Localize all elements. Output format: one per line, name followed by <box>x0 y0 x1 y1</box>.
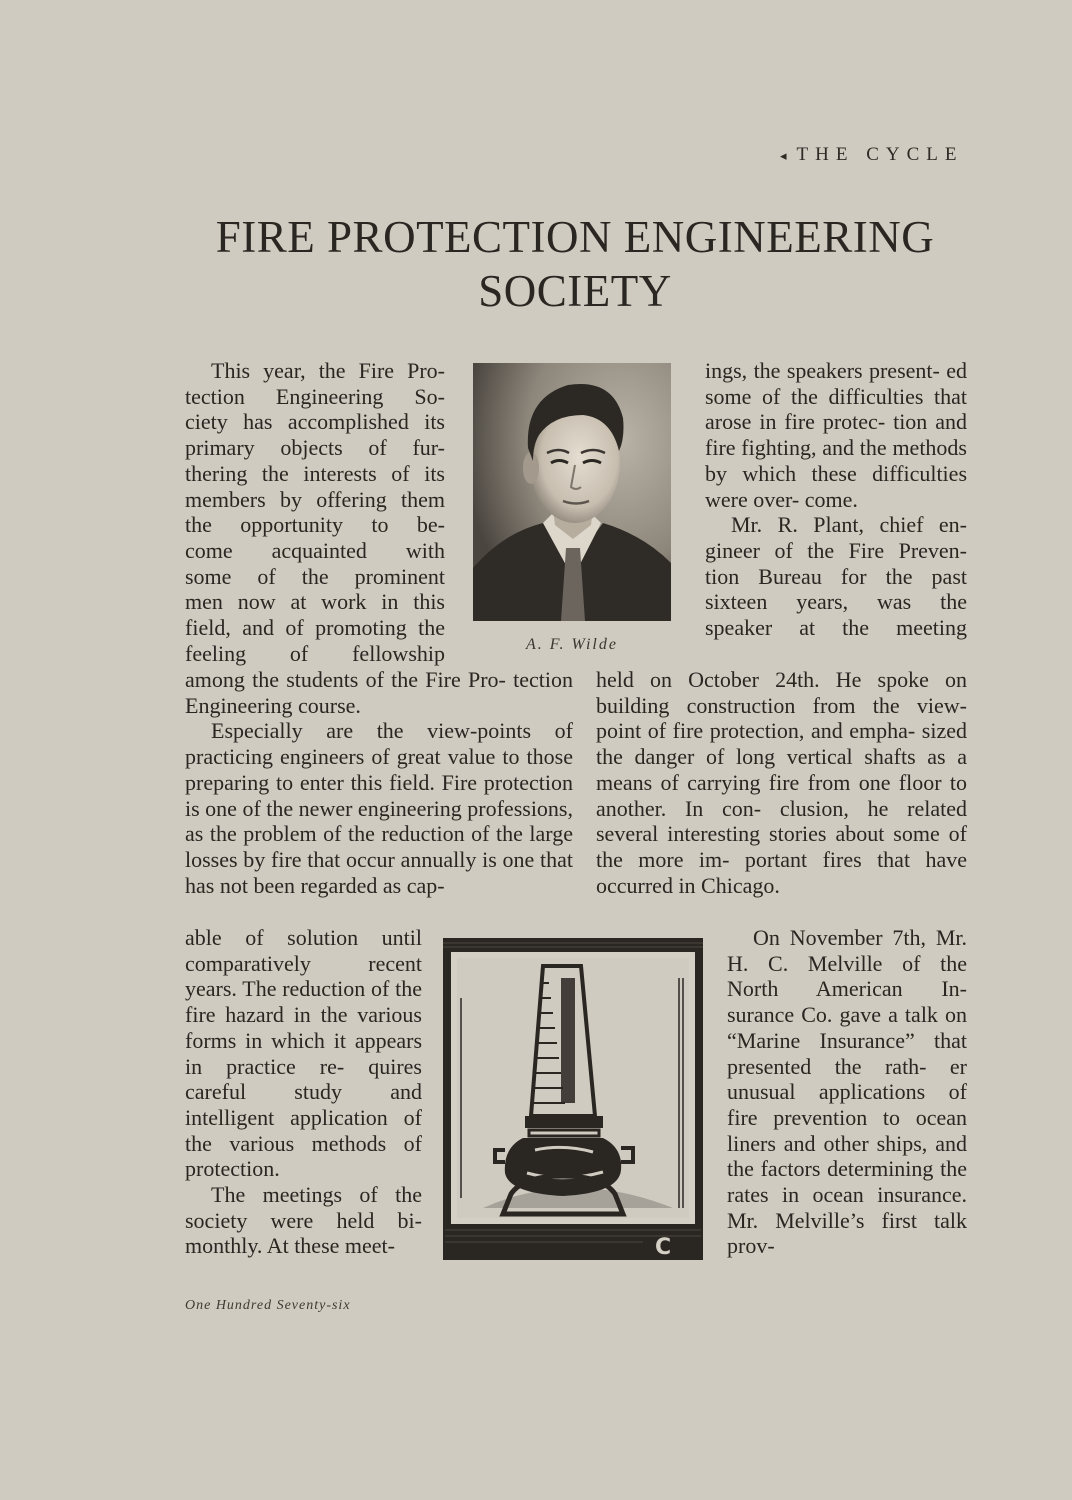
page-title <box>150 210 1000 318</box>
paragraph: The meetings of the society were held bi- monthly. At these meet- <box>185 1182 422 1259</box>
portrait-photo <box>473 363 671 621</box>
text-line: sixteen years, was the <box>705 589 967 615</box>
text-line: field, and of promoting the <box>185 615 445 641</box>
left-column-bottom <box>185 925 422 1259</box>
running-header <box>780 144 970 166</box>
right-column-top <box>705 358 967 641</box>
paragraph: ings, the speakers present- ed some of the difficulties that arose in fire protec- tion and fire fighting, and the methods by which these difficulties were over- come. <box>705 358 967 512</box>
text-line: come acquainted with <box>185 537 445 563</box>
woodcut-illustration <box>443 938 703 1260</box>
paragraph: able of solution until comparatively recent years. The reduction of the fire hazard in the various forms in which it appears in practice re- quires careful study and intelligent application of the various methods of protection. <box>185 925 422 1182</box>
text-line: some of the prominent <box>185 563 445 589</box>
text-line: gineer of the Fire Preven- <box>705 537 967 563</box>
text-line: tion Bureau for the past <box>705 563 967 589</box>
text-line: ciety has accomplished its <box>185 409 445 435</box>
portrait-illustration <box>473 363 671 621</box>
left-arrow-icon: ◂ <box>780 148 787 163</box>
woodcut-initial: C <box>655 1235 672 1260</box>
text-line: Mr. R. Plant, chief en- <box>731 512 967 538</box>
text-line: This year, the Fire Pro- <box>211 358 445 383</box>
text-line: men now at work in this <box>185 589 445 615</box>
photo-caption: A. F. Wilde <box>526 636 618 653</box>
text-line: the opportunity to be- <box>185 512 445 538</box>
paragraph: held on October 24th. He spoke on building construction from the view- point of fire protection, and empha- sized the danger of long vertical shafts as a means of carrying fire from one floor to another. In con- clusion, he related several interesting stories about some of the more im- portant fires that have occurred in Chicago. <box>596 667 967 898</box>
text-line: members by offering them <box>185 486 445 512</box>
left-column-middle <box>185 667 573 898</box>
paragraph: among the students of the Fire Pro- tection Engineering course. <box>185 667 573 718</box>
right-column-middle <box>596 667 967 898</box>
page-number: One Hundred Seventy-six <box>185 1298 351 1313</box>
fire-extinguisher-woodcut <box>443 938 703 1260</box>
left-column-top <box>185 358 445 666</box>
title-line-2: SOCIETY <box>478 266 672 316</box>
title-line-1: FIRE PROTECTION ENGINEERING <box>215 212 935 262</box>
paragraph: Especially are the view-points of practicing engineers of great value to those preparing to enter this field. Fire protection is one of the newer engineering professions, as the problem of the reduction of the large losses by fire that occur annually is one that has not been regarded as cap- <box>185 718 573 898</box>
text-line: thering the interests of its <box>185 460 445 486</box>
right-column-bottom <box>727 925 967 1259</box>
text-line: primary objects of fur- <box>185 435 445 461</box>
text-line: speaker at the meeting <box>705 615 967 641</box>
text-line: feeling of fellowship <box>185 640 445 666</box>
text-line: tection Engineering So- <box>185 383 445 409</box>
paragraph: On November 7th, Mr. H. C. Melville of the North American In- surance Co. gave a talk on “Marine Insurance” that presented the rath- er unusual applications of fire prevention to ocean liners and other ships, and the factors determining the rates in ocean insurance. Mr. Melville’s first talk prov- <box>727 925 967 1259</box>
running-header-label: THE CYCLE <box>796 144 964 165</box>
